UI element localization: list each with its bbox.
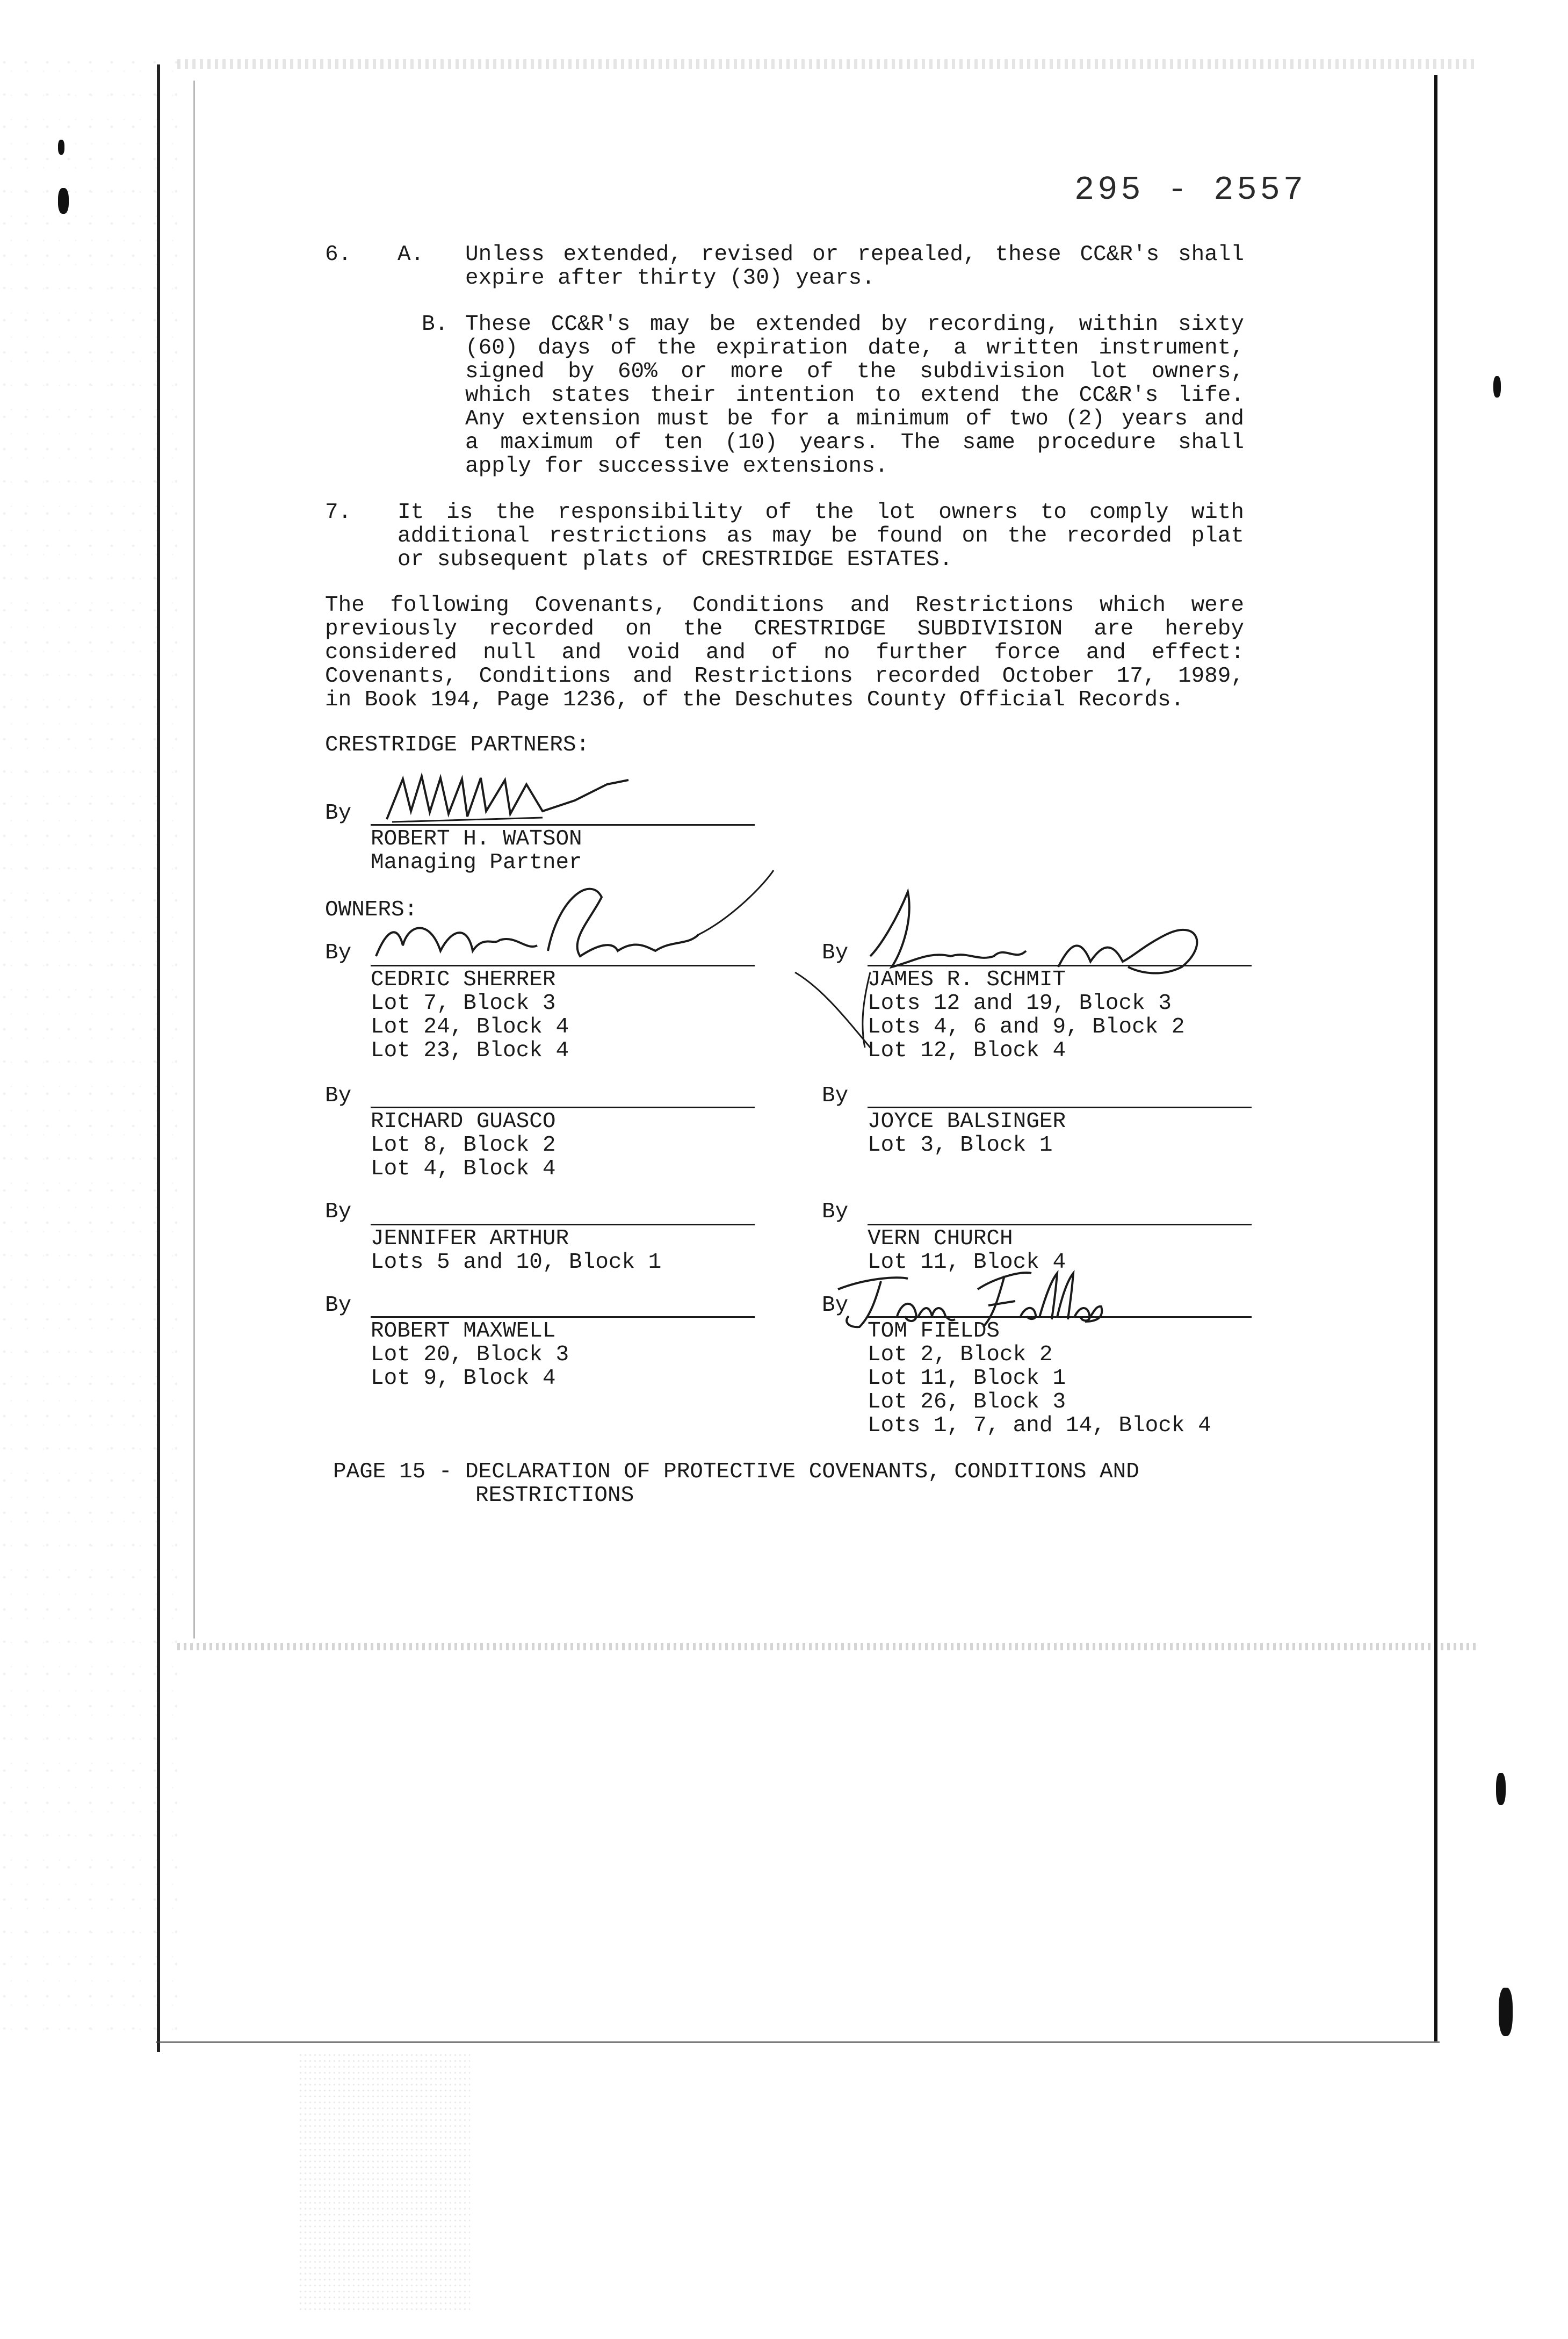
owner-lot: Lots 1, 7, and 14, Block 4 [868,1413,1211,1438]
owner-lot: Lots 12 and 19, Block 3 [868,991,1172,1016]
text-line: Covenants, Conditions and Restrictions recorded October 17, 1989, [325,664,1244,689]
signature-line [371,1224,755,1225]
section-6b-text [465,313,1244,478]
section-6b-label: B. [422,312,449,337]
bottom-scan-rule [156,2041,1440,2043]
document-number: 295 - 2557 [1074,171,1307,209]
scan-smudge [58,188,69,214]
section-6a-text [465,243,1244,290]
owner-name: JOYCE BALSINGER [868,1109,1066,1134]
owner-lot: Lot 20, Block 3 [371,1342,569,1367]
text-line: a maximum of ten (10) years. The same procedure shall [465,430,1244,455]
signature-line [868,1107,1252,1108]
text-line: which states their intention to extend the CC&R's life. [465,383,1244,408]
owner-lot: Lot 8, Block 2 [371,1133,556,1158]
rescission-paragraph [325,594,1244,712]
text-line: Any extension must be for a minimum of two (2) years and [465,407,1244,431]
scan-smudge [1496,1773,1506,1805]
scan-stub-bottom [298,2052,470,2310]
owner-name: CEDRIC SHERRER [371,968,556,992]
text-line: or subsequent plats of CRESTRIDGE ESTATES. [398,547,953,572]
by-label: By [822,941,849,965]
by-label: By [325,941,352,965]
owner-lot: Lot 3, Block 1 [868,1133,1053,1158]
scan-edge-top [177,59,1477,69]
owner-lot: Lot 11, Block 4 [868,1250,1066,1275]
page-footer-line-2: RESTRICTIONS [475,1483,634,1508]
by-label: By [822,1084,849,1108]
owner-name: TOM FIELDS [868,1319,1000,1344]
left-margin-rule [157,64,160,2052]
owner-name: ROBERT MAXWELL [371,1319,556,1344]
by-label: By [822,1200,849,1224]
owner-lot: Lot 7, Block 3 [371,991,556,1016]
text-line: additional restrictions as may be found on the recorded plat [398,524,1244,548]
scan-smudge [1499,1988,1513,2036]
owner-lot: Lot 9, Block 4 [371,1366,556,1391]
scan-noise-left [0,59,177,2052]
scan-smudge [58,140,64,155]
section-7-number: 7. [325,500,352,525]
owner-lot: Lot 23, Block 4 [371,1038,569,1063]
section-6-number: 6. [325,242,352,267]
by-label: By [822,1293,849,1318]
text-line: in Book 194, Page 1236, of the Deschutes County Official Records. [325,688,1184,712]
scan-edge-bottom [177,1643,1477,1650]
by-label: By [325,1084,352,1108]
owner-lot: Lots 4, 6 and 9, Block 2 [868,1015,1185,1039]
text-line: previously recorded on the CRESTRIDGE SUBDIVISION are hereby [325,617,1244,641]
text-line: signed by 60% or more of the subdivision lot owners, [465,359,1244,384]
watson-signature [381,768,639,827]
text-line: The following Covenants, Conditions and Restrictions which were [325,593,1244,618]
sherrer-signature [365,865,784,972]
section-6a-label: A. [398,242,424,267]
text-line: These CC&R's may be extended by recording, within sixty [465,312,1244,337]
owner-name: JENNIFER ARTHUR [371,1226,569,1251]
text-line: considered null and void and of no further force and effect: [325,640,1244,665]
partner-title: Managing Partner [371,850,582,875]
text-line: It is the responsibility of the lot owners to comply with [398,500,1244,525]
owner-lot: Lot 2, Block 2 [868,1342,1053,1367]
signature-line [371,1107,755,1108]
owner-lot: Lot 26, Block 3 [868,1390,1066,1414]
scan-smudge [1493,376,1501,398]
owner-lot: Lot 11, Block 1 [868,1366,1066,1391]
text-line: expire after thirty (30) years. [465,266,875,291]
owner-lot: Lot 4, Block 4 [371,1157,556,1181]
signature-line [868,1224,1252,1225]
left-fold-line [193,81,195,1638]
partners-heading: CRESTRIDGE PARTNERS: [325,733,590,757]
page-footer-line-1: PAGE 15 - DECLARATION OF PROTECTIVE COVENANTS, CONDITIONS AND [333,1460,1139,1484]
by-label: By [325,801,352,826]
text-line: apply for successive extensions. [465,454,888,479]
text-line: Unless extended, revised or repealed, these CC&R's shall [465,242,1244,267]
owner-lot: Lots 5 and 10, Block 1 [371,1250,662,1275]
text-line: (60) days of the expiration date, a written instrument, [465,336,1244,360]
partner-name: ROBERT H. WATSON [371,827,582,851]
by-label: By [325,1293,352,1318]
signature-line [371,1316,755,1318]
owner-name: RICHARD GUASCO [371,1109,556,1134]
owners-heading: OWNERS: [325,898,418,922]
owner-name: JAMES R. SCHMIT [868,968,1066,992]
owner-name: VERN CHURCH [868,1226,1013,1251]
by-label: By [325,1200,352,1224]
right-margin-rule [1434,75,1437,2041]
owner-lot: Lot 24, Block 4 [371,1015,569,1039]
section-7-text [398,501,1244,572]
owner-lot: Lot 12, Block 4 [868,1038,1066,1063]
